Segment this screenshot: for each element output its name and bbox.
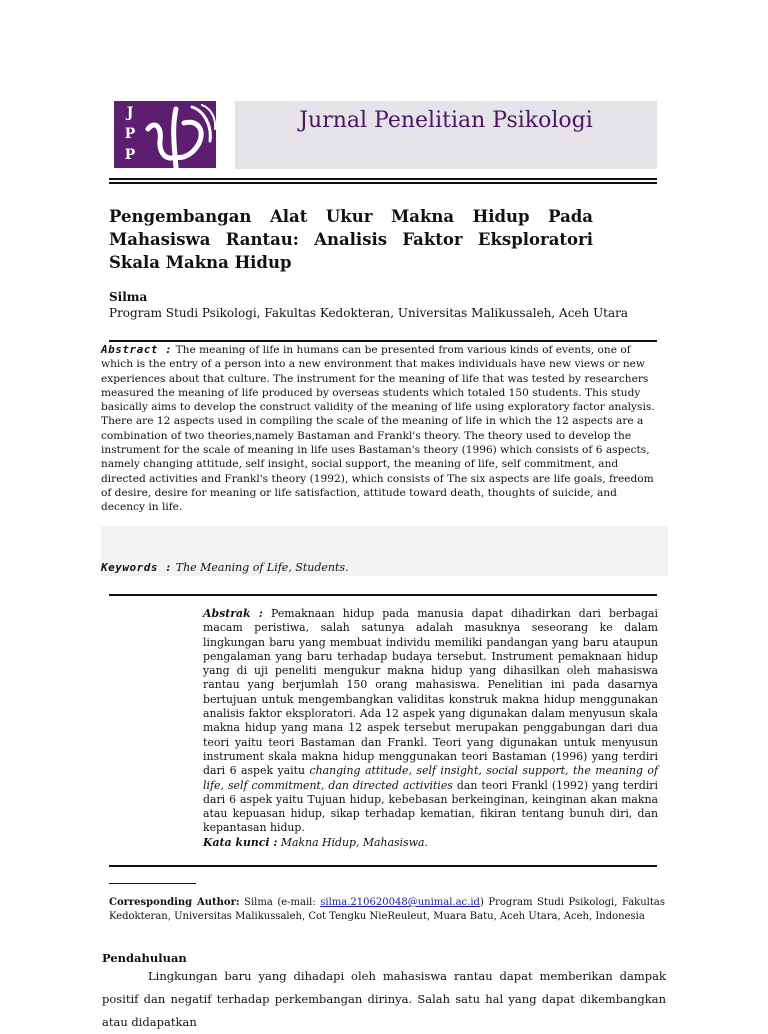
abstrak-italic-terms: changing attitude, self insight, social support, the meaning of life, self commitment, dan directed activities — [203, 764, 659, 792]
logo-letter-p1: P — [124, 126, 136, 142]
keywords-label: Keywords : — [101, 561, 173, 574]
abstract-indonesian — [203, 607, 658, 836]
header-rule-bottom — [109, 182, 657, 184]
corresponding-pre-email: Silma (e-mail: — [239, 897, 321, 908]
paper-title-line: Skala Makna Hidup — [109, 253, 292, 272]
keywords-value: The Meaning of Life, Students. — [175, 561, 349, 574]
keywords-english — [101, 561, 349, 574]
section-heading: Pendahuluan — [102, 951, 187, 965]
author-name: Silma — [109, 290, 148, 304]
abstrak-rule-bottom — [109, 865, 657, 867]
abstract-rule-top — [109, 340, 657, 342]
corresponding-address: ) Program Studi Psikologi, Fakultas Kedokteran, Universitas Malikussaleh, Cot Tengku NieReuleut, Muara Batu, Aceh Utara, Aceh, Indonesia — [109, 897, 665, 922]
logo-letter-j: J — [126, 105, 134, 121]
paper-title-line: Mahasiswa Rantau: Analisis Faktor Eksploratori — [109, 230, 593, 249]
header-rule-top — [109, 178, 657, 180]
email-link[interactable]: silma.210620048@unimal.ac.id — [320, 897, 480, 908]
abstrak-text-1: Pemaknaan hidup pada manusia dapat dihadirkan dari berbagai macam peristiwa, salah satunya adalah masuknya seseorang ke dalam lingkungan baru yang membuat individu memiliki pandangan yang baru ataupun pengalaman yang baru terhadap budaya tersebut. Instrument pemaknaan hidup yang di uji peneliti mengukur makna hidup yang dihasilkan oleh mahasiswa rantau yang berjumlah 150 orang mahasiswa. Penelitian ini pada dasarnya bertujuan untuk mengembangkan validitas konstruk makna hidup menggunakan analisis faktor eksploratori. Ada 12 aspek yang digunakan dalam menyusun skala makna hidup yang mana 12 aspek tersebut merupakan penggabungan dari dua teori yaitu teori Bastaman dan Frankl. Teori yang digunakan untuk menyusun instrument skala makna hidup menggunakan teori Bastaman (1996) yang terdiri dari 6 aspek yaitu — [203, 607, 658, 778]
kata-kunci — [203, 836, 428, 849]
journal-title: Jurnal Penelitian Psikologi — [299, 108, 593, 133]
abstract-text: The meaning of life in humans can be presented from various kinds of events, one of which is the entry of a person into a new environment that makes individuals have new views or new experiences about that culture. The instrument for the meaning of life that was tested by researchers measured the meaning of life produced by overseas students which totaled 150 students. This study basically aims to develop the construct validity of the meaning of life using exploratory factor analysis. There are 12 aspects used in compiling the scale of the meaning of life in which the 12 aspects are a combination of two theories,namely Bastaman and Frankl's theory. The theory used to develop the instrument for the scale of meaning in life uses Bastaman's theory (1996) which consists of 6 aspects, namely changing attitude, self insight, social support, the meaning of life, self commitment, and directed activities and Frankl's theory (1992), which consists of The six aspects are life goals, freedom of desire, desire for meaning or life satisfaction, attitude toward death, thoughts of suicide, and decency in life. — [101, 344, 655, 514]
abstract-english — [101, 343, 661, 515]
intro-paragraph: Lingkungan baru yang dihadapi oleh mahasiswa rantau dapat memberikan dampak positif dan negatif terhadap perkembangan dirinya. Salah satu hal yang dapat dikembangkan atau didapatkan — [102, 969, 666, 1029]
abstrak-text-2: dan teori Frankl (1992) yang terdiri dari 6 aspek yaitu Tujuan hidup, kebebasan berkeinginan, keinginan akan makna atau kepuasan hidup, sikap terhadap kematian, fikiran tentang bunuh diri, dan kepantasan hidup. — [203, 778, 658, 835]
logo-letter-p2: P — [124, 147, 136, 163]
paper-title-line: Pengembangan Alat Ukur Makna Hidup Pada — [109, 207, 593, 226]
journal-logo — [114, 101, 216, 168]
abstract-label: Abstract : — [101, 343, 173, 356]
kata-kunci-label: Kata kunci : — [203, 836, 278, 849]
abstrak-label: Abstrak : — [203, 607, 263, 620]
paper-title — [109, 205, 593, 274]
author-affiliation: Program Studi Psikologi, Fakultas Kedokteran, Universitas Malikussaleh, Aceh Utara — [109, 306, 629, 320]
corresponding-author — [109, 896, 665, 923]
kata-kunci-value: Makna Hidup, Mahasiswa. — [277, 836, 428, 849]
footnote-rule — [109, 883, 196, 884]
psi-symbol-icon — [114, 101, 216, 168]
abstrak-rule-top — [109, 594, 657, 596]
corresponding-label: Corresponding Author: — [109, 897, 240, 908]
